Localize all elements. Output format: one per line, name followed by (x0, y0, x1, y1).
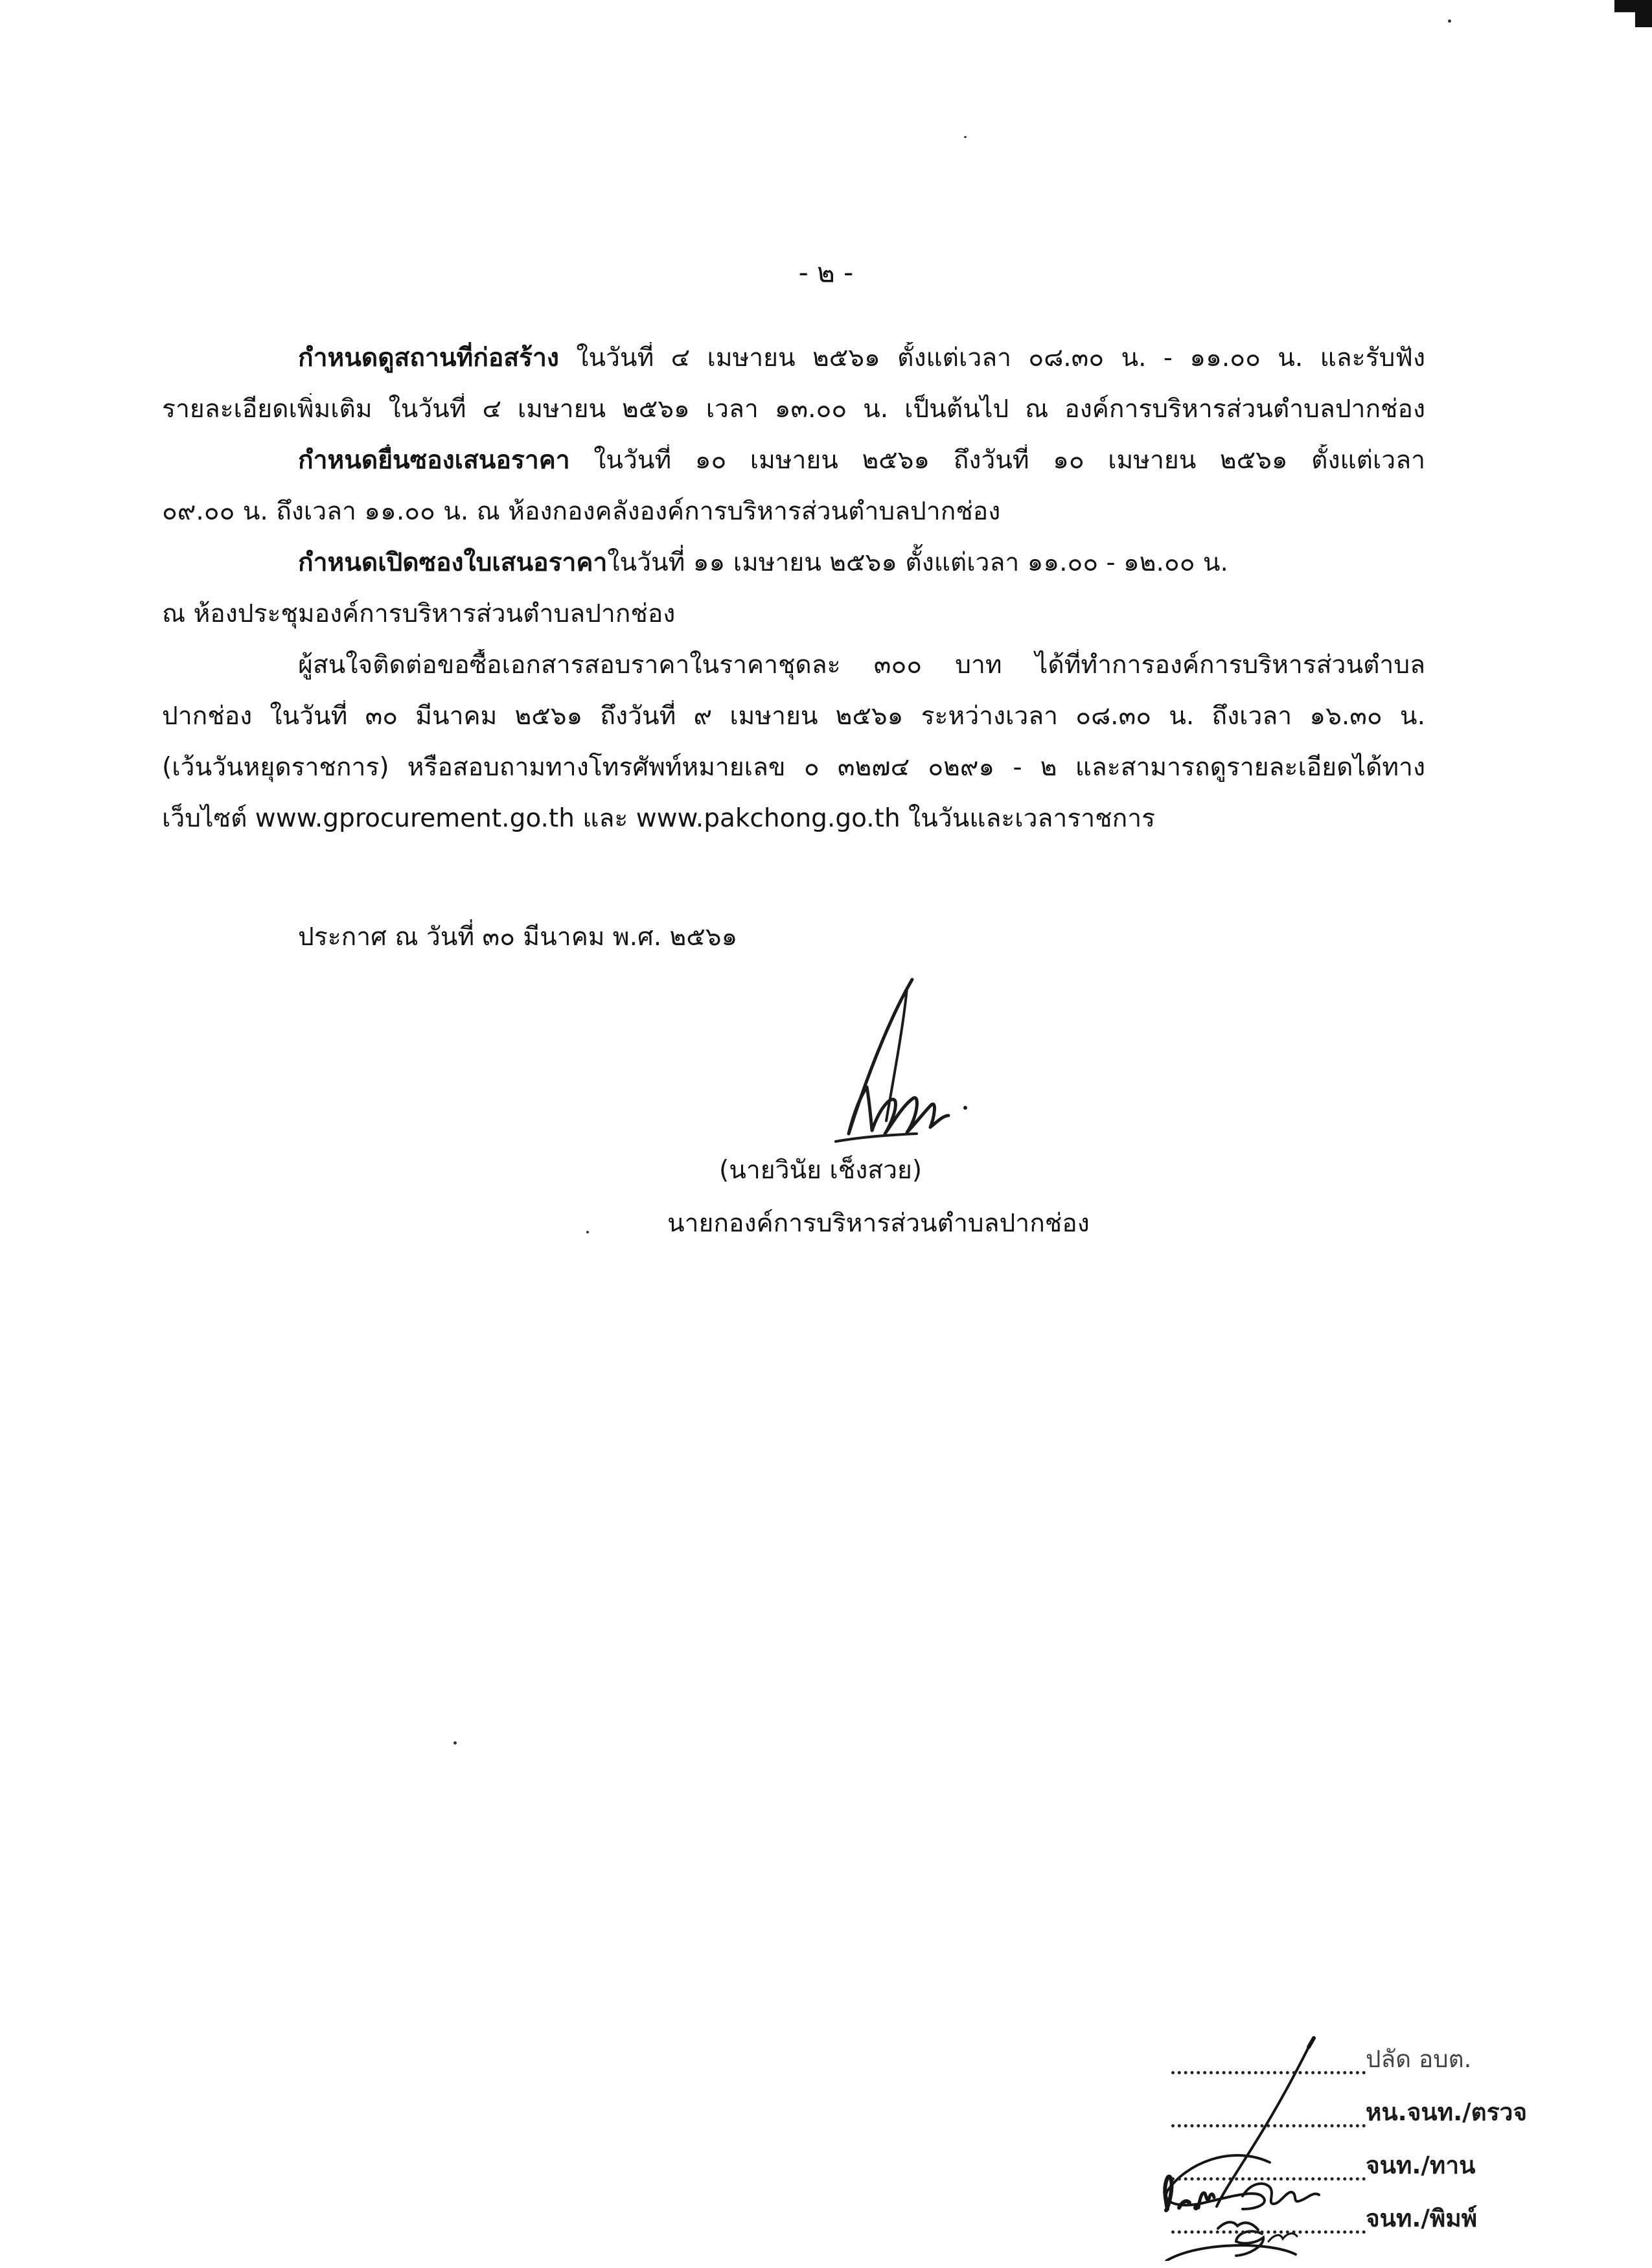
site-visit-heading: กำหนดดูสถานที่ก่อสร้าง (298, 343, 559, 372)
scan-speck (453, 1741, 457, 1745)
approval-row-chief (1160, 2041, 1522, 2079)
approval-dotted-line (1171, 2230, 1366, 2234)
approval-row-type (1160, 2200, 1522, 2239)
site-visit-text-1: ในวันที่ ๔ เมษายน ๒๕๖๑ ตั้งแต่เวลา ๐๘.๓๐ น. - ๑๑.๐๐ น. และรับฟัง (576, 343, 1425, 372)
page-number: - ๒ - (798, 257, 854, 288)
approval-dotted-line (1171, 2124, 1366, 2127)
purchase-info-line-3: (เว้นวันหยุดราชการ) หรือสอบถามทางโทรศัพท์หมายเลข ๐ ๓๒๗๔ ๐๒๙๑ - ๒ และสามารถดูรายละเอียดได้ทาง (162, 753, 1425, 782)
bid-submission-heading: กำหนดยื่นซองเสนอราคา (298, 446, 570, 475)
approval-label: ปลัด อบต. (1366, 2045, 1472, 2073)
approval-dotted-line (1171, 2177, 1366, 2181)
announcement-date-block (162, 921, 1458, 954)
approval-label: หน.จนท./ตรวจ (1366, 2098, 1528, 2126)
bid-opening-line-1 (298, 547, 1228, 579)
approval-label: จนท./ทาน (1366, 2151, 1476, 2179)
scan-speck (586, 1231, 589, 1233)
approval-initials-image (1160, 2118, 1393, 2267)
signatory-position: นายกองค์การบริหารส่วนตำบลปากช่อง (667, 1209, 1090, 1238)
approval-dotted-line (1171, 2071, 1366, 2074)
bid-opening-heading: กำหนดเปิดซองใบเสนอราคา (298, 548, 608, 577)
approval-block (1160, 2041, 1528, 2268)
announcement-body (162, 342, 1458, 834)
approval-row-review (1160, 2147, 1522, 2186)
announcement-date: ประกาศ ณ วันที่ ๓๐ มีนาคม พ.ศ. ๒๕๖๑ (298, 922, 738, 952)
signatory-name: (นายวินัย เช็งสวย) (719, 1156, 923, 1185)
signature-image (810, 972, 991, 1153)
purchase-info-line-4: เว็บไซต์ www.gprocurement.go.th และ www.pakchong.go.th ในวันและเวลาราชการ (162, 804, 1156, 833)
bid-opening-line-2: ณ ห้องประชุมองค์การบริหารส่วนตำบลปากช่อง (162, 599, 676, 628)
approval-label: จนท./พิมพ์ (1366, 2205, 1478, 2232)
scan-speck (964, 136, 967, 138)
site-visit-line-2: รายละเอียดเพิ่มเติม ในวันที่ ๔ เมษายน ๒๕๖๑ เวลา ๑๓.๐๐ น. เป็นต้นไป ณ องค์การบริหารส่วนตำบลปากช่อง (162, 395, 1425, 424)
purchase-info-line-2: ปากช่อง ในวันที่ ๓๐ มีนาคม ๒๕๖๑ ถึงวันที่ ๙ เมษายน ๒๕๖๑ ระหว่างเวลา ๐๘.๓๐ น. ถึงเวลา ๑๖.๓๐ น. (162, 702, 1425, 731)
scan-speck (1448, 19, 1451, 23)
purchase-info-line-1: ผู้สนใจติดต่อขอซื้อเอกสารสอบราคาในราคาชุดละ ๓๐๐ บาท ได้ที่ทำการองค์การบริหารส่วนตำบล (298, 650, 1425, 680)
bid-opening-text-1: ในวันที่ ๑๑ เมษายน ๒๕๖๑ ตั้งแต่เวลา ๑๑.๐๐ - ๑๒.๐๐ น. (607, 548, 1228, 577)
site-visit-line-1 (298, 342, 1425, 374)
scan-corner-mark (1614, 0, 1652, 27)
bid-submission-text-1: ในวันที่ ๑๐ เมษายน ๒๕๖๑ ถึงวันที่ ๑๐ เมษายน ๒๕๖๑ ตั้งแต่เวลา (593, 446, 1425, 475)
bid-submission-line-2: ๐๙.๐๐ น. ถึงเวลา ๑๑.๐๐ น. ณ ห้องกองคลังองค์การบริหารส่วนตำบลปากช่อง (162, 497, 1001, 526)
approval-row-check (1160, 2094, 1528, 2133)
bid-submission-line-1 (298, 444, 1425, 477)
